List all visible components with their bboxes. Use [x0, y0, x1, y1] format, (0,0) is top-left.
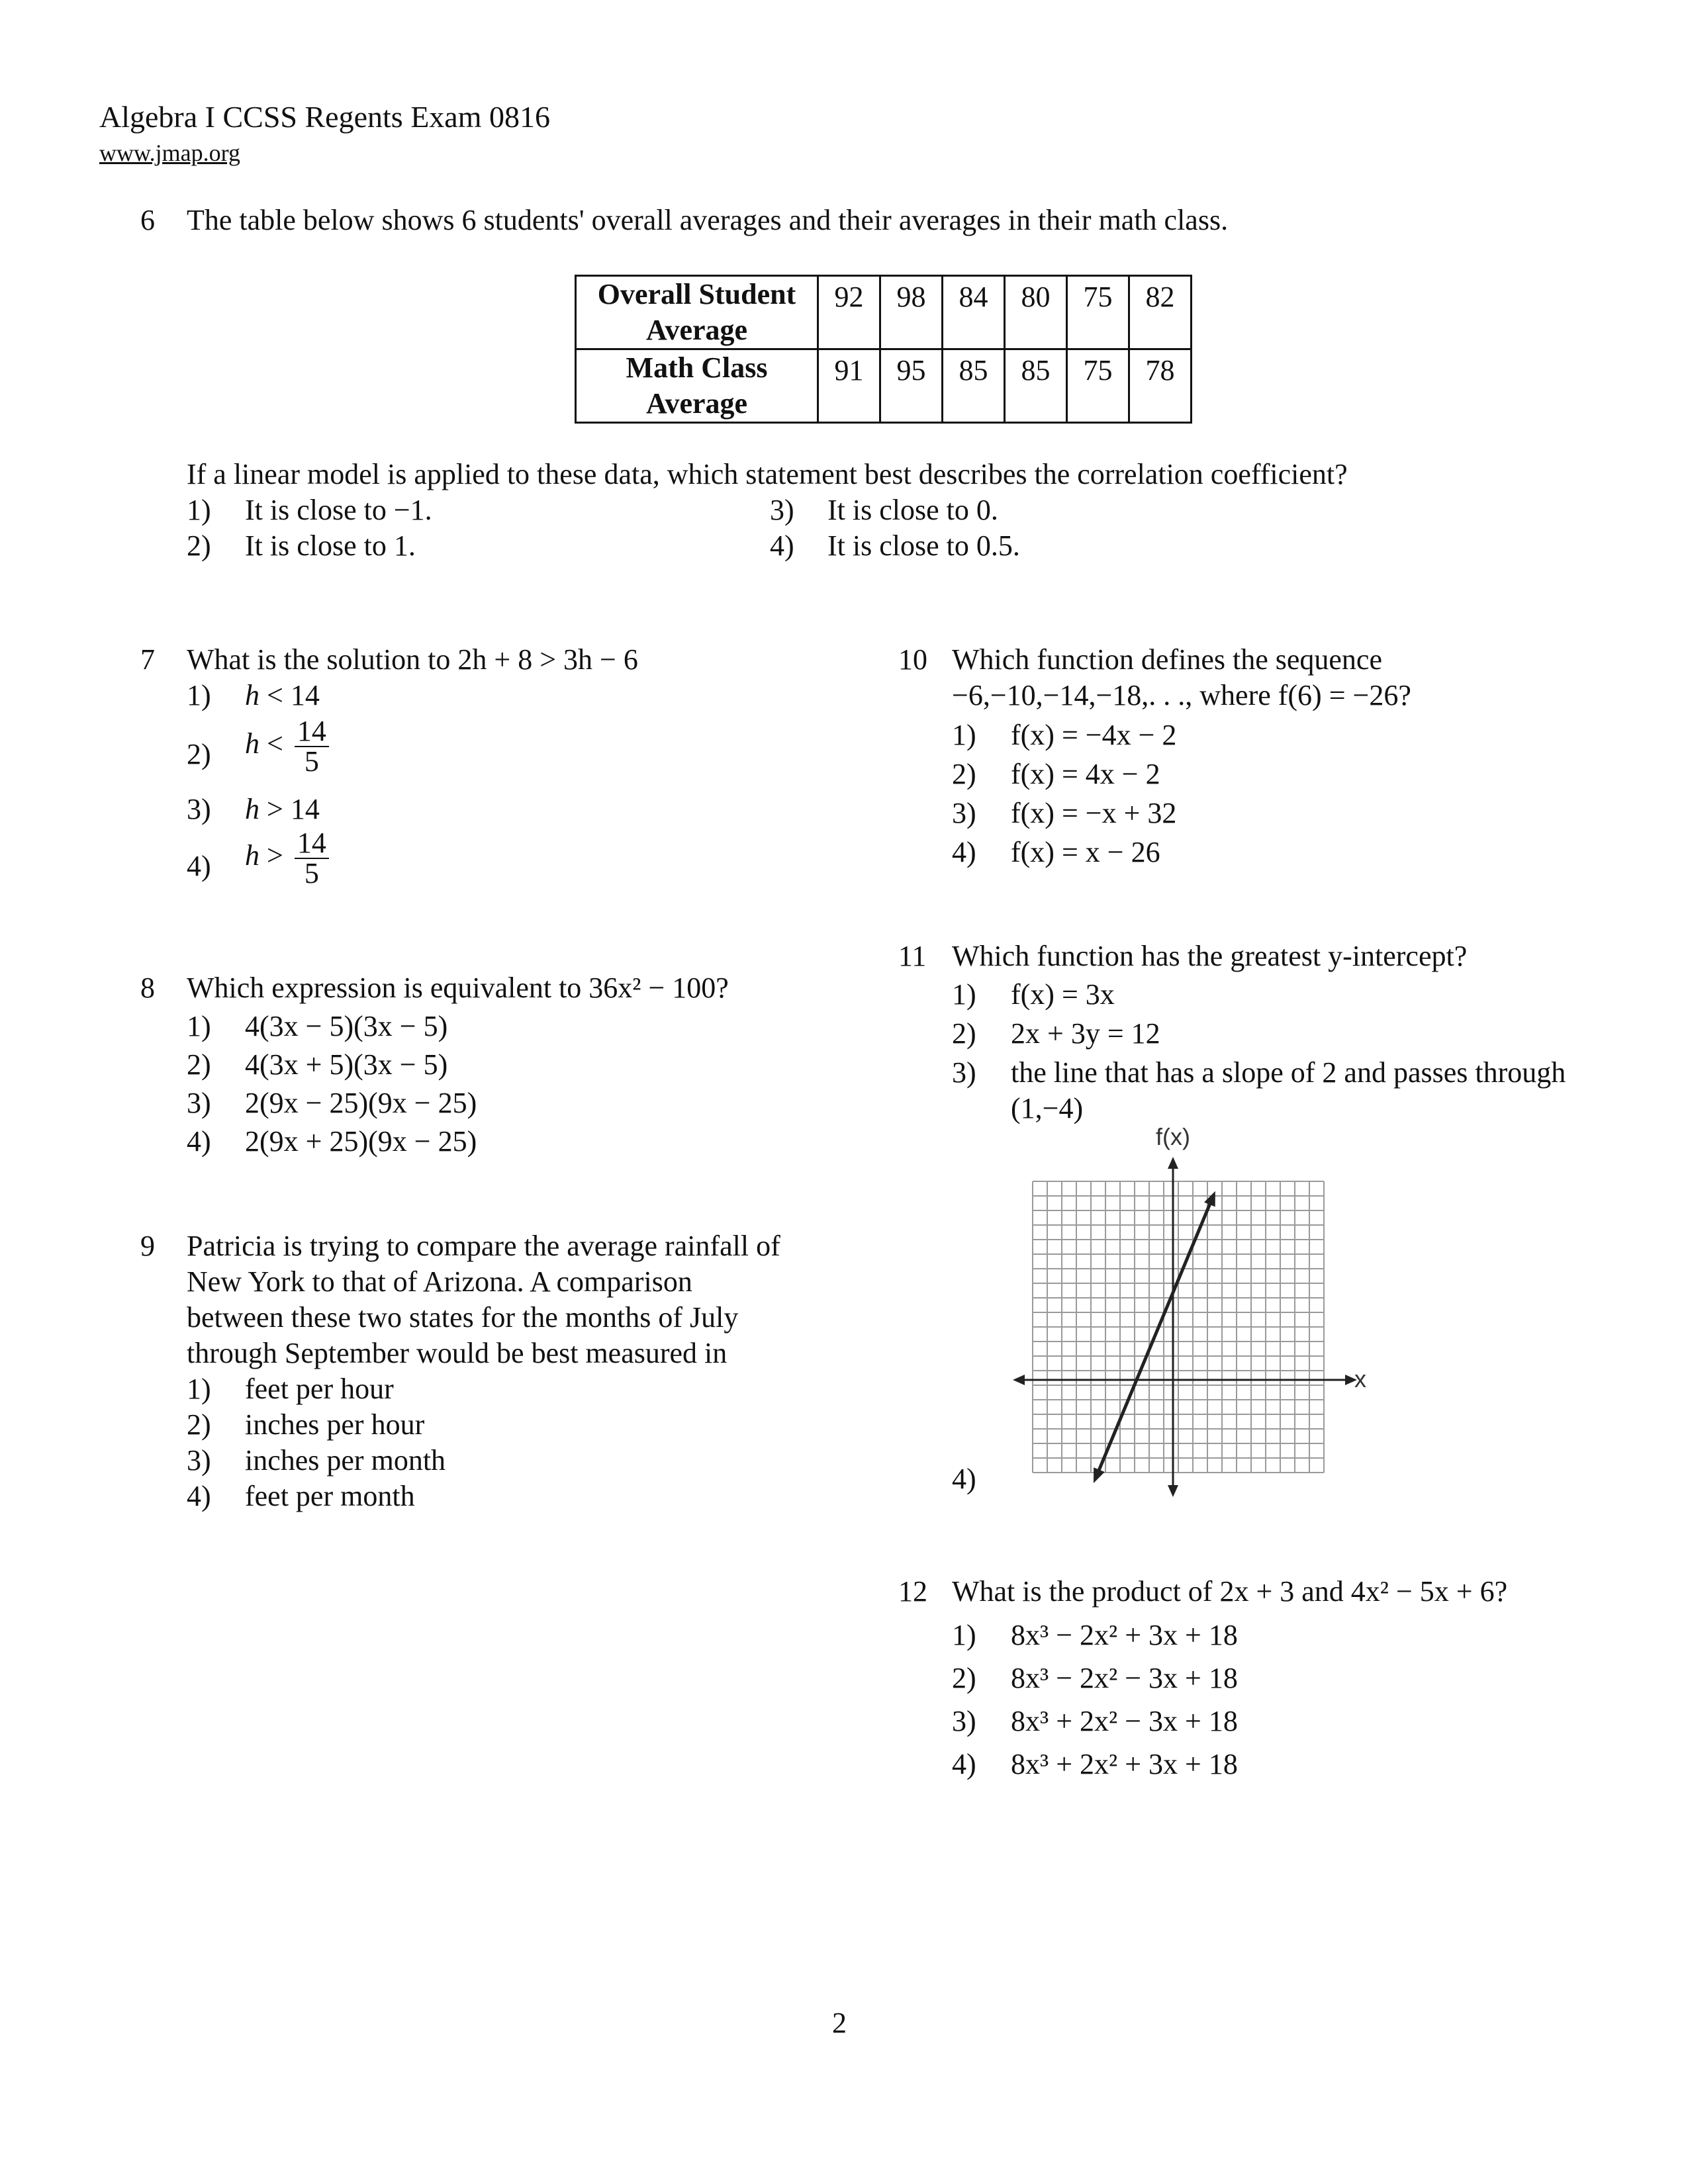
row-label-math: Math Class Average: [576, 349, 818, 423]
table-cell: 80: [1005, 276, 1067, 349]
q7-choice-2-num: 2): [187, 738, 211, 770]
q8-number: 8: [140, 972, 155, 1004]
row-label-overall: Overall Student Average: [576, 276, 818, 349]
q11-choice-3-num: 3): [952, 1056, 976, 1089]
q9-prompt-line: through September would be best measured in: [187, 1337, 727, 1369]
y-axis-arrow-up-icon: [1168, 1157, 1178, 1169]
q9-choice-2[interactable]: inches per hour: [245, 1408, 425, 1441]
q7-choice-1[interactable]: h < 14: [245, 679, 320, 711]
q6-choice-3-num: 3): [770, 494, 794, 526]
q9-choice-2-num: 2): [187, 1408, 211, 1441]
q7-prompt: What is the solution to 2h + 8 > 3h − 6: [187, 643, 638, 676]
q9-prompt-line: New York to that of Arizona. A comparison: [187, 1265, 692, 1298]
q12-choice-2-num: 2): [952, 1662, 976, 1694]
q6-question: If a linear model is applied to these data, which statement best describes the correlation coefficient?: [187, 458, 1348, 490]
q8-choice-1[interactable]: 4(3x − 5)(3x − 5): [245, 1010, 448, 1042]
table-cell: 91: [818, 349, 880, 423]
jmap-link[interactable]: www.jmap.org: [99, 140, 240, 166]
q11-choice-1-num: 1): [952, 978, 976, 1011]
q12-prompt: What is the product of 2x + 3 and 4x² − 5x + 6?: [952, 1575, 1508, 1608]
table-cell: 75: [1067, 276, 1129, 349]
q9-choice-4[interactable]: feet per month: [245, 1480, 415, 1512]
q12-choice-4[interactable]: 8x³ + 2x² + 3x + 18: [1011, 1748, 1238, 1780]
q9-choice-1[interactable]: feet per hour: [245, 1373, 394, 1405]
q9-choice-3-num: 3): [187, 1444, 211, 1477]
q7-choice-3[interactable]: h > 14: [245, 793, 320, 825]
y-axis-label: f(x): [1156, 1123, 1190, 1150]
q11-number: 11: [898, 940, 927, 972]
x-axis-label: x: [1354, 1365, 1366, 1392]
q6-choice-1[interactable]: It is close to −1.: [245, 494, 432, 526]
q7-choice-4-num: 4): [187, 850, 211, 882]
q7-choice-2[interactable]: h < $\frac{14}{5}$: [245, 717, 329, 776]
q7-choice-3-num: 3): [187, 793, 211, 825]
q9-choice-1-num: 1): [187, 1373, 211, 1405]
table-row: [576, 349, 1192, 423]
q10-choice-2-num: 2): [952, 758, 976, 790]
table-cell: 85: [943, 349, 1005, 423]
q10-choice-4-num: 4): [952, 836, 976, 868]
q6-choice-1-num: 1): [187, 494, 211, 526]
graph-grid: [1033, 1181, 1324, 1473]
y-axis-arrow-down-icon: [1168, 1485, 1178, 1497]
table-cell: 95: [880, 349, 943, 423]
q12-choice-4-num: 4): [952, 1748, 976, 1780]
q10-choice-3-num: 3): [952, 797, 976, 829]
q10-choice-1[interactable]: f(x) = −4x − 2: [1011, 719, 1177, 751]
q10-choice-4[interactable]: f(x) = x − 26: [1011, 836, 1160, 868]
fraction: $\frac{14}{5}$: [295, 829, 329, 888]
q6-choice-2[interactable]: It is close to 1.: [245, 529, 416, 562]
q7-choice-1-num: 1): [187, 679, 211, 711]
q10-choice-3[interactable]: f(x) = −x + 32: [1011, 797, 1177, 829]
table-cell: 78: [1129, 349, 1192, 423]
q6-choice-4-num: 4): [770, 529, 794, 562]
table-cell: 82: [1129, 276, 1192, 349]
q11-choice-2-num: 2): [952, 1017, 976, 1050]
q7-number: 7: [140, 643, 155, 676]
q12-choice-1[interactable]: 8x³ − 2x² + 3x + 18: [1011, 1619, 1238, 1651]
q12-choice-3-num: 3): [952, 1705, 976, 1737]
exam-title: Algebra I CCSS Regents Exam 0816: [99, 100, 550, 134]
q6-choice-3[interactable]: It is close to 0.: [827, 494, 998, 526]
q11-choice-3[interactable]: the line that has a slope of 2 and passes through: [1011, 1056, 1566, 1089]
q8-choice-3-num: 3): [187, 1087, 211, 1119]
q9-number: 9: [140, 1230, 155, 1262]
q9-prompt-line: between these two states for the months of July: [187, 1301, 739, 1334]
q8-choice-1-num: 1): [187, 1010, 211, 1042]
line-arrow-icon: [1204, 1191, 1215, 1207]
q12-choice-2[interactable]: 8x³ − 2x² − 3x + 18: [1011, 1662, 1238, 1694]
q9-choice-3[interactable]: inches per month: [245, 1444, 446, 1477]
q7-choice-4[interactable]: h > $\frac{14}{5}$: [245, 829, 329, 888]
q11-choice-2[interactable]: 2x + 3y = 12: [1011, 1017, 1160, 1050]
q6-number: 6: [140, 204, 155, 236]
q10-choice-1-num: 1): [952, 719, 976, 751]
x-axis-arrow-left-icon: [1013, 1375, 1025, 1385]
q12-choice-1-num: 1): [952, 1619, 976, 1651]
fraction: $\frac{14}{5}$: [295, 717, 329, 776]
q10-prompt-line-1: Which function defines the sequence: [952, 643, 1382, 676]
q10-choice-2[interactable]: f(x) = 4x − 2: [1011, 758, 1160, 790]
line-arrow-icon: [1094, 1467, 1105, 1483]
q12-choice-3[interactable]: 8x³ + 2x² − 3x + 18: [1011, 1705, 1238, 1737]
function-line: [1095, 1195, 1213, 1479]
table-cell: 98: [880, 276, 943, 349]
q8-choice-2-num: 2): [187, 1048, 211, 1081]
q6-prompt: The table below shows 6 students' overall averages and their averages in their math class.: [187, 204, 1229, 236]
q6-choice-2-num: 2): [187, 529, 211, 562]
q11-choice-4-num: 4): [952, 1463, 976, 1495]
q8-prompt: Which expression is equivalent to 36x² − 100?: [187, 972, 729, 1004]
q10-number: 10: [898, 643, 927, 676]
q11-prompt: Which function has the greatest y-intercept?: [952, 940, 1468, 972]
q9-choice-4-num: 4): [187, 1480, 211, 1512]
q8-choice-4-num: 4): [187, 1125, 211, 1158]
table-cell: 75: [1067, 349, 1129, 423]
q6-choice-4[interactable]: It is close to 0.5.: [827, 529, 1020, 562]
q8-choice-4[interactable]: 2(9x + 25)(9x − 25): [245, 1125, 477, 1158]
q11-graph[interactable]: [993, 1118, 1364, 1502]
q11-choice-3-point: (1,−4): [1011, 1092, 1084, 1124]
q12-number: 12: [898, 1575, 927, 1608]
q8-choice-3[interactable]: 2(9x − 25)(9x − 25): [245, 1087, 477, 1119]
q8-choice-2[interactable]: 4(3x + 5)(3x − 5): [245, 1048, 448, 1081]
page-number: 2: [832, 2007, 847, 2039]
table-cell: 85: [1005, 349, 1067, 423]
q9-prompt-line: Patricia is trying to compare the average rainfall of: [187, 1230, 780, 1262]
table-cell: 84: [943, 276, 1005, 349]
averages-table: [575, 275, 1192, 424]
table-cell: 92: [818, 276, 880, 349]
q11-choice-1[interactable]: f(x) = 3x: [1011, 978, 1115, 1011]
table-row: [576, 276, 1192, 349]
q10-prompt-line-2: −6,−10,−14,−18,. . ., where f(6) = −26?: [952, 679, 1411, 711]
